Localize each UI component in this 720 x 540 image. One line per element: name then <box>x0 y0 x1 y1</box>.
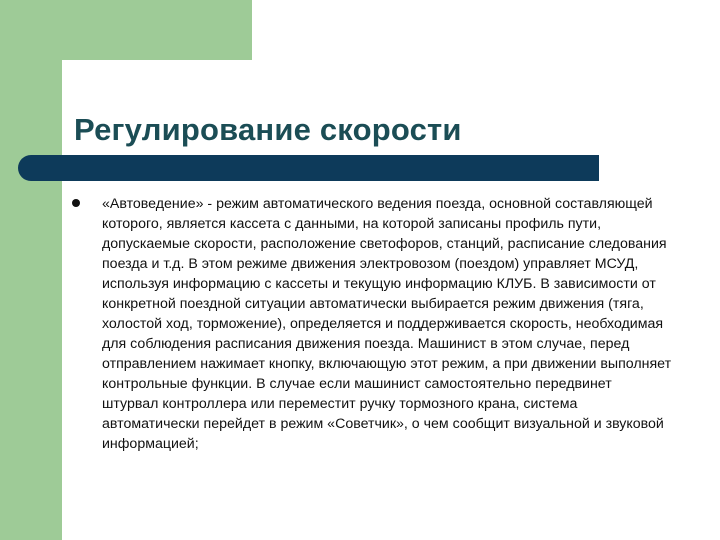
decorative-green-bar-left <box>0 0 62 540</box>
title-underline-bar <box>18 155 599 181</box>
bullet-list <box>72 194 672 454</box>
bullet-dot-icon <box>72 199 80 207</box>
slide-title: Регулирование скорости <box>74 112 462 147</box>
decorative-green-bar-top <box>0 0 252 60</box>
bullet-text: «Автоведение» - режим автоматического ведения поезда, основной составляющей которого, является кассета с данными, на которой записаны профиль пути, допускаемые скорости, расположение светофоров, станций, расписание следования поезда и т.д. В этом режиме движения электровозом (поездом) управляет МСУД, используя информацию с кассеты и текущую информацию КЛУБ. В зависимости от конкретной поездной ситуации автоматически выбирается режим движения (тяга, холостой ход, торможение), определяется и поддерживается скорость, необходимая для соблюдения расписания движения поезда. Машинист в этом случае, перед отправлением нажимает кнопку, включающую этот режим, а при движении выполняет контрольные функции. В случае если машинист самостоятельно передвинет штурвал контроллера или переместит ручку тормозного крана, система автоматически перейдет в режим «Советчик», о чем сообщит визуальной и звуковой информацией; <box>102 196 672 452</box>
list-item <box>72 194 672 454</box>
